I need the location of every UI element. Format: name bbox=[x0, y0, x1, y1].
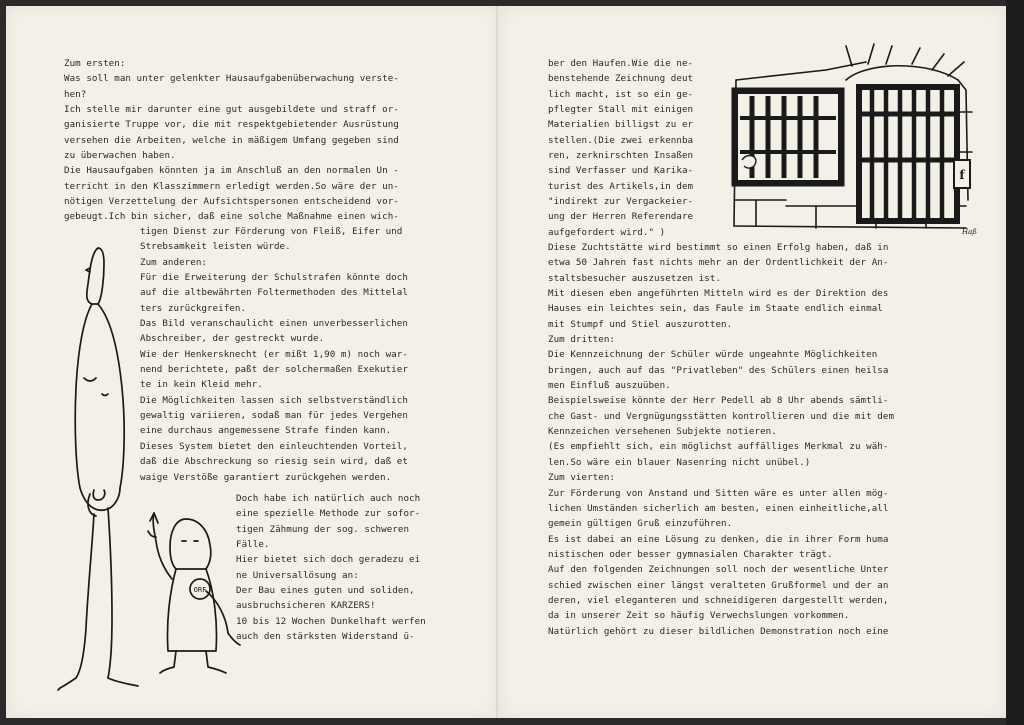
left-text-narrow: Doch habe ich natürlich auch noch eine spezielle Methode zur sofor- tigen Zähmung der sog. schweren Fälle. Hier bietet sich doch geradezu ei ne Universallösung an: Der Bau eines guten und soliden, ausbruchsicheren KARZERS! 10 bis 12 Wochen Dunkelhaft werfen auch den stärksten Widerstand ü- bbox=[236, 493, 426, 643]
right-text-top: ber den Haufen.Wie die ne- benstehende Zeichnung deut lich macht, ist so ein ge- pflegter Stall mit einigen Materialien billigst zu er stellen.(Die zwei erkennba ren, zerknirschten Insaßen sind Verfasser und Karika- turist des Artikels,in dem "indirekt zur Vergackeier- ung der Herren Referendare aufgefordert wird." ) bbox=[548, 58, 694, 238]
left-text-full: Zum ersten: Was soll man unter gelenkter Hausaufgabenüberwachung verste- hen? Ich stelle mir darunter eine gut ausgebildete und straff or- ganisierte Truppe vor, die mit respektgebietender Ausrüstung versehen die Arbeiten, welche in mäßigem Umfang gegeben sind zu überwachen haben. Die Hausaufgaben könnten ja im Anschluß an den normalen Un - terricht in den Klasszimmern erledigt werden.So wäre der un- nötigen Verzettelung der Aufsichtspersonen entscheidend vor- gebeugt.Ich bin sicher, daß eine solche Maßnahme einen wich- bbox=[64, 58, 399, 223]
door-plaque-text: f bbox=[959, 168, 965, 182]
scan-edge bbox=[1006, 0, 1024, 725]
left-page bbox=[6, 6, 499, 718]
hooded-figure-illustration bbox=[136, 501, 246, 681]
left-text-mid: tigen Dienst zur Förderung von Fleiß, Eifer und Strebsamkeit leisten würde. Zum anderen: Für die Erweiterung der Schulstrafen könnte doch auf die altbewährten Foltermethoden des Mittelal ters zurückgreifen. Das Bild veranschaulicht einen unverbesserlichen Abschreiber, der gestreckt wurde. Wie der Henkersknecht (er mißt 1,90 m) noch war- nend berichtete, paßt der solchermaßen Exekutier te in kein Kleid mehr. Die Möglichkeiten lassen sich selbstverständlich gewaltig variieren, sodaß man für jedes Vergehen eine durchaus angemessene Strafe finden kann. Dieses System bietet den einleuchtenden Vorteil, daß die Abschreckung so riesig sein wird, daß et waige Verstöße garantiert zurückgehen werden. bbox=[140, 226, 408, 483]
prison-cell-illustration bbox=[726, 40, 996, 236]
artist-signature: Haß bbox=[962, 228, 977, 236]
hood-badge-text: ORF bbox=[193, 586, 207, 594]
right-page bbox=[500, 6, 1006, 718]
right-text-full: Diese Zuchtstätte wird bestimmt so einen Erfolg haben, daß in etwa 50 Jahren fast nichts mehr an der Ordentlichkeit der An- staltsbesucher auszusetzen ist. Mit diesen eben angeführten Mitteln wird es der Direktion des Hauses ein leichtes sein, das Faule im Staate endlich einmal mit Stumpf und Stiel auszurotten. Zum dritten: Die Kennzeichnung der Schüler würde ungeahnte Möglichkeiten bringen, auch auf das "Privatleben" des Schülers einen heilsa men Einfluß auszuüben. Beispielsweise könnte der Herr Pedell ab 8 Uhr abends sämtli- che Gast- und Vergnügungsstätten kontrollieren und die mit dem Kennzeichen versehenen Subjekte notieren. (Es empfiehlt sich, ein möglichst auffälliges Merkmal zu wäh- len.So wäre ein blauer Nasenring nicht unübel.) Zum vierten: Zur Förderung von Anstand und Sitten wäre es unter allen mög- lichen Umständen sicherlich am besten, einen einheitliche,all gemein gültigen Gruß einzuführen. Es ist dabei an eine Lösung zu denken, die in ihrer Form huma nistischen oder besser gymnasialen Charakter trägt. Auf den folgenden Zeichnungen soll noch der wesentliche Unter schied zwischen einer längst veralteten Grußformel und der an deren, viel eleganteren und schneidigeren dargestellt werden, da in unserer Zeit so häufig Verwechslungen vorkommen. Natürlich gehört zu dieser bildlichen Demonstration noch eine bbox=[548, 242, 895, 637]
